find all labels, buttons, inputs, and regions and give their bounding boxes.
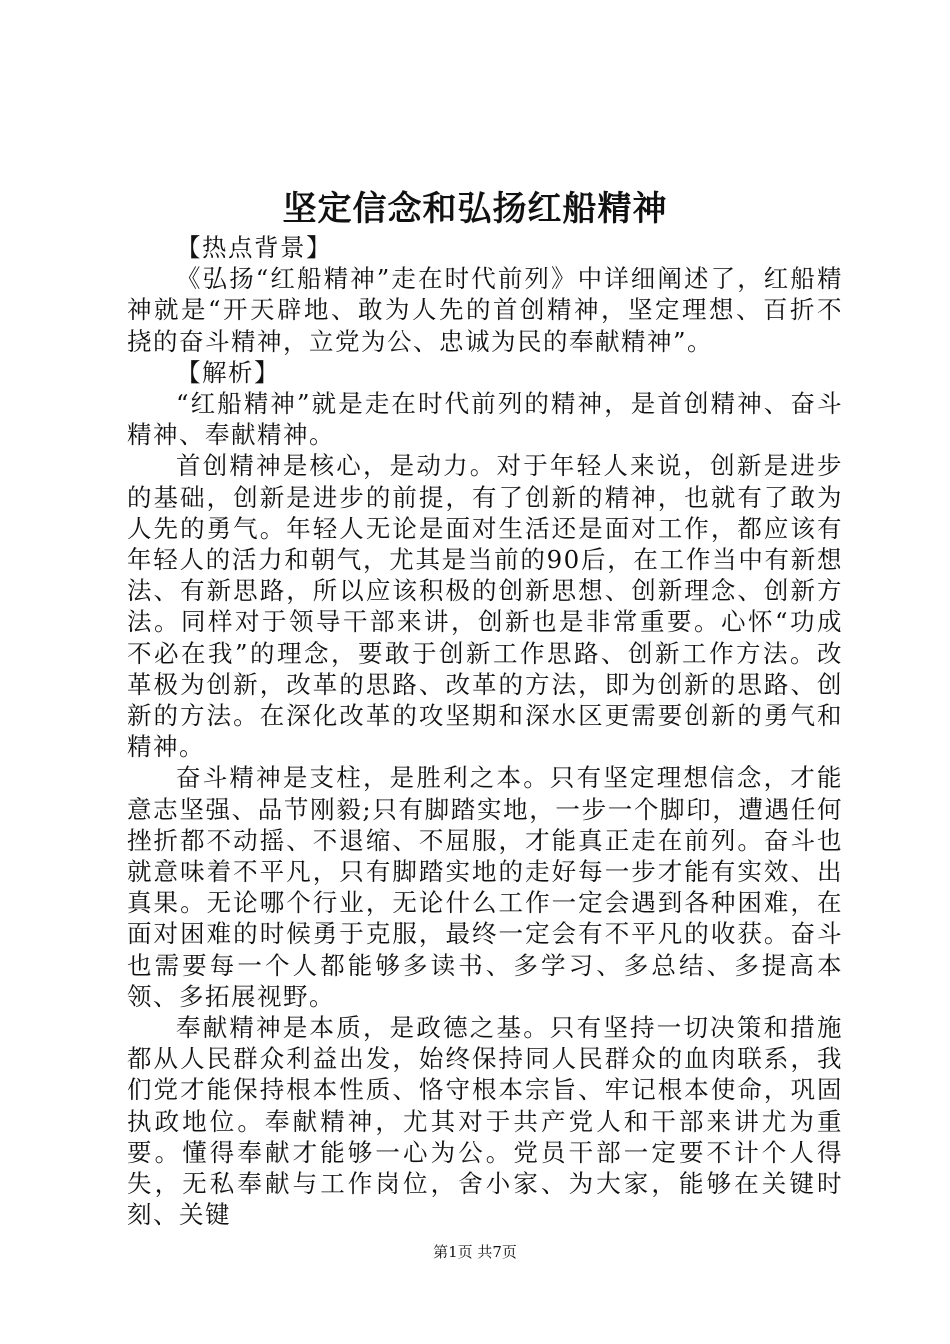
paragraph-dedication-spirit: 奉献精神是本质，是政德之基。只有坚持一切决策和措施都从人民群众利益出发，始终保持同人民群众的血肉联系，我们党才能保持根本性质、恪守根本宗旨、牢记根本使命，巩固执政地位。奉献精神，尤其对于共产党人和干部来讲尤为重要。懂得奉献才能够一心为公。党员干部一定要不计个人得失，无私奉献与工作岗位，舍小家、为大家，能够在关键时刻、关键 xyxy=(127,1013,843,1230)
section-heading-background: 【热点背景】 xyxy=(176,233,332,262)
paragraph-intro: “红船精神”就是走在时代前列的精神，是首创精神、奋斗精神、奉献精神。 xyxy=(127,389,843,450)
document-title: 坚定信念和弘扬红船精神 xyxy=(282,189,668,229)
paragraph-background: 《弘扬“红船精神”走在时代前列》中详细阐述了，红船精神就是“开天辟地、敢为人先的首创精神，坚定理想、百折不挠的奋斗精神，立党为公、忠诚为民的奉献精神”。 xyxy=(127,264,843,356)
document-body xyxy=(127,232,843,1231)
paragraph-struggle-spirit: 奋斗精神是支柱，是胜利之本。只有坚定理想信念，才能意志坚强、品节刚毅;只有脚踏实地，一步一个脚印，遭遇任何挫折都不动摇、不退缩、不屈服，才能真正走在前列。奋斗也就意味着不平凡，只有脚踏实地的走好每一步才能有实效、出真果。无论哪个行业，无论什么工作一定会遇到各种困难，在面对困难的时候勇于克服，最终一定会有不平凡的收获。奋斗也需要每一个人都能够多读书、多学习、多总结、多提高本领、多拓展视野。 xyxy=(127,763,843,1011)
page-number: 第1页 共7页 xyxy=(433,1243,517,1261)
paragraph-pioneering-spirit: 首创精神是核心，是动力。对于年轻人来说，创新是进步的基础，创新是进步的前提，有了创新的精神，也就有了敢为人先的勇气。年轻人无论是面对生活还是面对工作，都应该有年轻人的活力和朝气，尤其是当前的90后，在工作当中有新想法、有新思路，所以应该积极的创新思想、创新理念、创新方法。同样对于领导干部来讲，创新也是非常重要。心怀“功成不必在我”的理念，要敢于创新工作思路、创新工作方法。改革极为创新，改革的思路、改革的方法，即为创新的思路、创新的方法。在深化改革的攻坚期和深水区更需要创新的勇气和精神。 xyxy=(127,451,843,762)
section-heading-analysis: 【解析】 xyxy=(176,357,280,387)
